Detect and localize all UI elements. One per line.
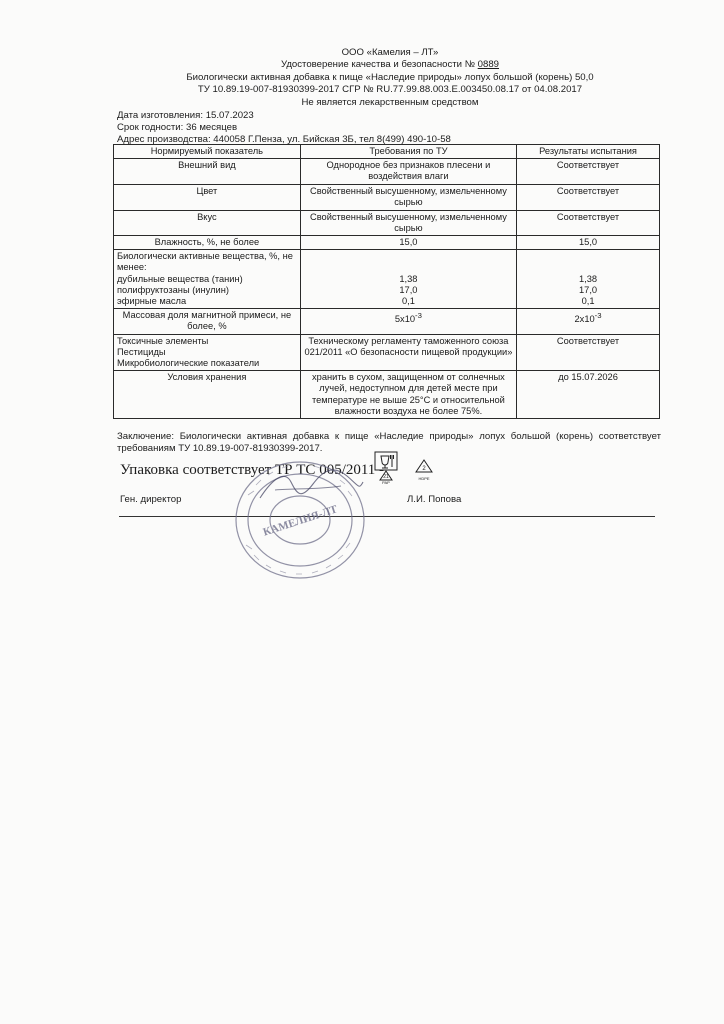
bioactive-item-name: полифруктозаны (инулин): [117, 284, 229, 295]
indicator-cell: [114, 250, 301, 309]
table-row: [114, 185, 660, 210]
result-cell: [517, 250, 660, 309]
director-name: Л.И. Попова: [407, 494, 462, 505]
stamp-company-text: КАМЕЛИЯ-ЛТ: [261, 503, 339, 539]
indicator-cell: Цвет: [114, 185, 301, 210]
requirement-cell: Техническому регламенту таможенного союза 021/2011 «О безопасности пищевой продукции»: [300, 334, 516, 371]
result-exponent: -3: [594, 311, 602, 321]
production-address: Адрес производства: 440058 Г.Пенза, ул. Бийская 3Б, тел 8(499) 490-10-58: [117, 134, 451, 145]
recycle-pap-icon: [380, 471, 392, 484]
safety-indicator: Токсичные элементы: [117, 335, 209, 346]
table-row: [114, 236, 660, 250]
table-row: [114, 334, 660, 371]
requirement-exponent: -3: [415, 311, 422, 321]
table-row: [114, 210, 660, 235]
divider: [119, 516, 655, 517]
recycle-code-left: 21: [383, 474, 389, 480]
certificate-number: 0889: [477, 59, 500, 71]
table-row: [114, 159, 660, 185]
indicator-cell: Влажность, %, не более: [114, 236, 301, 250]
requirement-base: 5х10: [394, 314, 416, 325]
requirement-cell: 15,0: [300, 236, 516, 250]
recycle-hdpe-icon: [416, 460, 432, 481]
director-role: Ген. директор: [120, 494, 182, 505]
requirement-cell: Свойственный высушенному, измельченному сырью: [300, 185, 516, 210]
specification-table: [113, 144, 660, 419]
bioactive-item-name: эфирные масла: [117, 296, 187, 307]
table-row: [114, 371, 660, 419]
column-header-result: Результаты испытания: [517, 145, 660, 159]
product-meta: [117, 110, 451, 146]
table-row: [114, 309, 660, 334]
safety-indicator: Микробиологические показатели: [117, 358, 260, 369]
result-cell: до 15.07.2026: [517, 371, 660, 419]
table-header-row: [114, 145, 660, 159]
recycle-label-right: HDPE: [418, 476, 430, 481]
recycle-label-left: PAP: [382, 480, 390, 484]
result-cell: Соответствует: [517, 185, 660, 210]
result-cell: Соответствует: [517, 210, 660, 235]
shelf-life: Срок годности: 36 месяцев: [117, 122, 238, 133]
requirement-cell: [300, 309, 516, 334]
bioactive-title: Биологически активные вещества, %, не менее:: [117, 251, 293, 273]
requirement-cell: [300, 250, 516, 309]
packaging-icons: [372, 450, 440, 484]
bioactive-item-requirement: 1,38: [399, 273, 418, 284]
company-name: ООО «Камелия – ЛТ»: [341, 47, 439, 58]
glass-fork-icon: [375, 452, 397, 470]
indicator-cell: Вкус: [114, 210, 301, 235]
indicator-cell: Условия хранения: [114, 371, 301, 419]
registration-info: ТУ 10.89.19-007-81930399-2017 СГР № RU.77.99.88.003.Е.003450.08.17 от 04.08.2017: [197, 84, 583, 96]
not-medicine-note: Не является лекарственным средством: [301, 96, 479, 108]
column-header-requirement: Требования по ТУ: [300, 145, 516, 159]
bioactive-item-name: дубильные вещества (танин): [117, 273, 243, 284]
product-name: Биологически активная добавка к пище «Наследие природы» лопух большой (корень) 50,0: [186, 71, 594, 83]
result-cell: Соответствует: [517, 159, 660, 185]
requirement-cell: Однородное без признаков плесени и воздействия влаги: [300, 159, 516, 185]
result-cell: Соответствует: [517, 334, 660, 371]
certificate-title-prefix: Удостоверение качества и безопасности №: [280, 59, 478, 71]
recycle-code-right: 2: [422, 466, 426, 472]
result-cell: [517, 309, 660, 334]
bioactive-item-requirement: 0,1: [401, 296, 415, 307]
manufacture-date: Дата изготовления: 15.07.2023: [117, 110, 254, 121]
safety-indicator: Пестициды: [117, 346, 166, 357]
result-base: 2х10: [574, 314, 595, 325]
result-cell: 15,0: [517, 236, 660, 250]
director-signature: [255, 460, 365, 510]
indicator-cell: Внешний вид: [114, 159, 301, 185]
bioactive-item-requirement: 17,0: [399, 284, 418, 295]
bioactive-item-result: 0,1: [581, 296, 595, 307]
column-header-indicator: Нормируемый показатель: [114, 145, 301, 159]
requirement-cell: Свойственный высушенному, измельченному сырью: [300, 210, 516, 235]
indicator-cell: [114, 334, 301, 371]
document-header: [100, 47, 680, 109]
bioactive-item-result: 1,38: [578, 273, 598, 284]
conclusion-text: Заключение: Биологически активная добавка к пище «Наследие природы» лопух большой (корень) соответствует требованиям ТУ 10.89.19-007-81930399-2017.: [117, 431, 661, 454]
packaging-statement: Упаковка соответствует ТР ТС 005/2011 -: [120, 462, 385, 478]
table-row: [114, 250, 660, 309]
certificate-title: [100, 59, 680, 71]
bioactive-item-result: 17,0: [578, 284, 598, 295]
requirement-cell: хранить в сухом, защищенном от солнечных лучей, недоступном для детей месте при температуре не выше 25°С и относительной влажности воздуха не более 75%.: [300, 371, 516, 419]
indicator-cell: Массовая доля магнитной примеси, не более, %: [114, 309, 301, 334]
